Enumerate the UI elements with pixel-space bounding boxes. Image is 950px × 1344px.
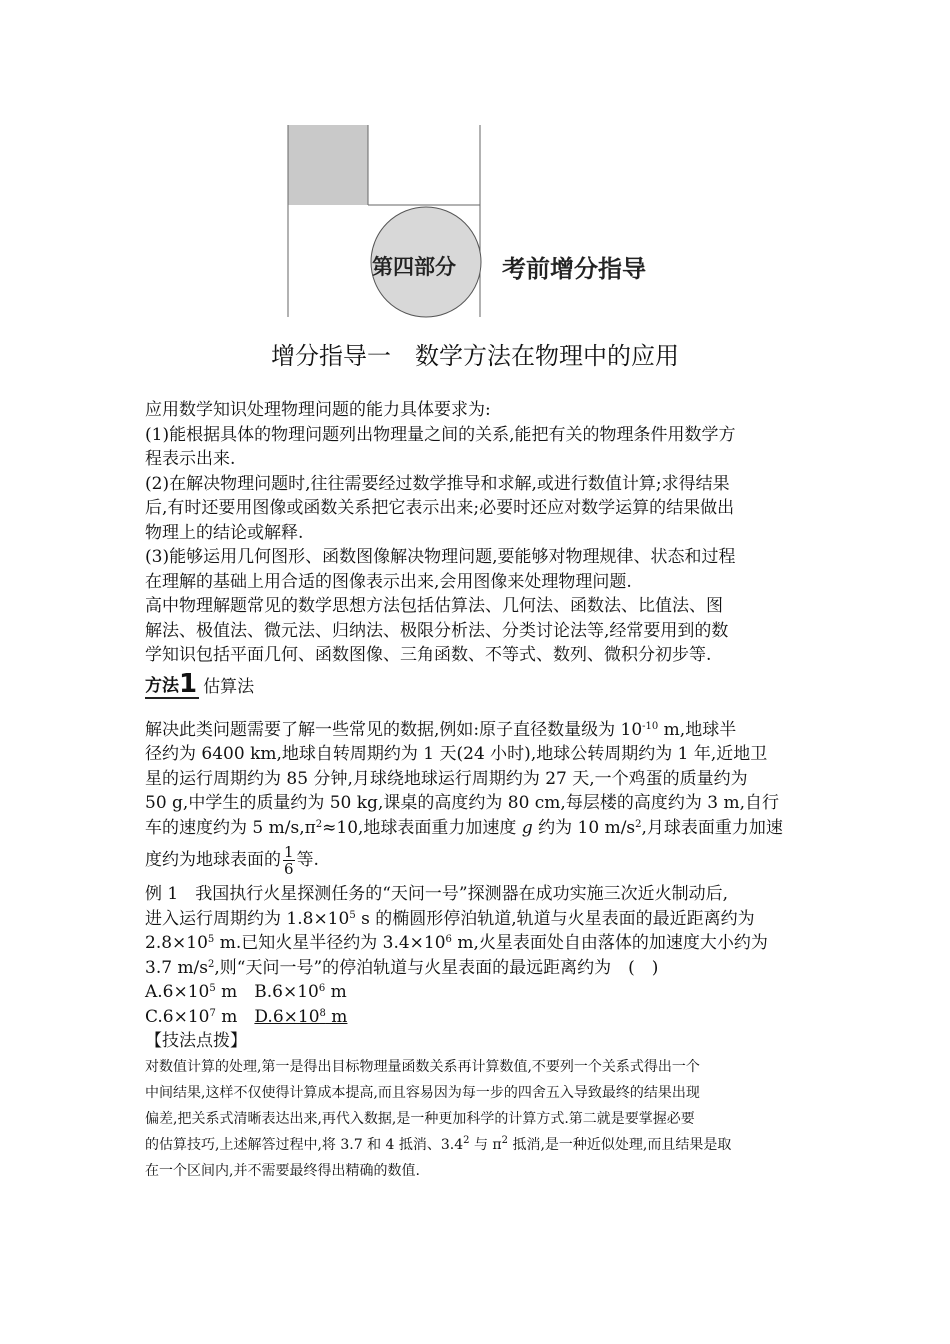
estimation-line1: 解决此类问题需要了解一些常见的数据,例如:原子直径数量级为 $10^{-10}$ m,地球半 — [145, 719, 737, 740]
estimation-line2: 径约为 6400 km,地球自转周期约为 1 天(24 小时),地球公转周期约为 1 年,近地卫 — [145, 744, 768, 764]
methods-line3: 学知识包括平面几何、函数图像、三角函数、不等式、数列、微积分初步等. — [145, 645, 712, 665]
tips-heading: 【技法点拨】 — [145, 1031, 247, 1051]
option-b: $B.6\times 10^6$ m — [254, 982, 347, 1002]
example-1-line2: 进入运行周期约为 $1.8\times 10^5$ s 的椭圆形停泊轨道,轨道与火星表面的最近距离约为 — [145, 908, 755, 929]
requirement-3-line1: (3)能够运用几何图形、函数图像解决物理问题,要能够对物理规律、状态和过程 — [145, 547, 736, 567]
part-number: 第四部分 — [372, 255, 456, 279]
one-sixth-fraction: $\frac{1}{6}$ — [284, 842, 294, 878]
method-name: 估算法 — [203, 677, 255, 697]
estimation-line4: 50 g,中学生的质量约为 50 kg,课桌的高度约为 80 cm,每层楼的高度约为 3 m,自行 — [145, 793, 779, 813]
methods-line1: 高中物理解题常见的数学思想方法包括估算法、几何法、函数法、比值法、图 — [145, 596, 723, 616]
method-1-heading — [145, 670, 810, 700]
requirement-2-line2: 后,有时还要用图像或函数关系把它表示出来;必要时还应对数学运算的结果做出 — [145, 498, 735, 518]
part-title: 考前增分指导 — [502, 255, 646, 283]
part-header-graphic — [0, 0, 950, 330]
tips-line2: 中间结果,这样不仅使得计算成本提高,而且容易因为每一步的四舍五入导致最终的结果出现 — [145, 1084, 700, 1101]
options-ab — [145, 980, 810, 1005]
requirement-2-line1: (2)在解决物理问题时,往往需要经过数学推导和求解,或进行数值计算;求得结果 — [145, 473, 730, 494]
example-1-line1: 例 1 我国执行火星探测任务的“天问一号”探测器在成功实施三次近火制动后, — [145, 884, 729, 904]
option-a: $A.6\times 10^5$ m — [145, 982, 238, 1002]
example-1-line3: $2.8\times 10^5$ m.已知火星半径约为 $3.4\times 10^6$ m,火星表面处自由落体的加速度大小约为 — [145, 933, 768, 953]
requirement-2-line3: 物理上的结论或解释. — [145, 522, 304, 543]
intro-lead: 应用数学知识处理物理问题的能力具体要求为: — [145, 400, 491, 420]
requirement-1-line2: 程表示出来. — [145, 449, 236, 469]
option-c: $C.6\times 10^7$ m — [145, 1006, 238, 1027]
tips-line1: 对数值计算的处理,第一是得出目标物理量函数关系再计算数值,不要列一个关系式得出一个 — [145, 1058, 700, 1075]
estimation-line3: 星的运行周期约为 85 分钟,月球绕地球运行周期约为 27 天,一个鸡蛋的质量约为 — [145, 768, 748, 789]
options-cd — [145, 1005, 810, 1030]
chapter-title: 增分指导一 数学方法在物理中的应用 — [271, 342, 679, 370]
methods-line2: 解法、极值法、微元法、归纳法、极限分析法、分类讨论法等,经常要用到的数 — [145, 620, 729, 641]
requirement-1-line1: (1)能根据具体的物理问题列出物理量之间的关系,能把有关的物理条件用数学方 — [145, 424, 736, 445]
method-badge: 方法 1 — [145, 668, 198, 699]
gray-square — [288, 125, 368, 205]
requirement-3-line2: 在理解的基础上用合适的图像表示出来,会用图像来处理物理问题. — [145, 571, 632, 592]
estimation-line6: 度约为地球表面的 $\frac{1}{6}$ 等. — [145, 842, 319, 878]
estimation-line5: 车的速度约为 5 $m/s,\pi^2\approx 10$,地球表面重力加速度 g 约为 10 $m/s^2$,月球表面重力加速 — [145, 817, 783, 838]
tips-line4: 的估算技巧,上述解答过程中,将 3.7 和 4 抵消、$3.4^2$ 与 $\pi^2$ 抵消,是一种近似处理,而且结果是取 — [145, 1134, 732, 1153]
example-1-line4: 3.7 $m/s^2$,则“天问一号”的停泊轨道与火星表面的最远距离约为 ( ) — [145, 957, 659, 978]
option-d: $D.6\times 10^8$ m — [254, 1006, 348, 1027]
document-body — [145, 398, 810, 1184]
tips-line5: 在一个区间内,并不需要最终得出精确的数值. — [145, 1162, 420, 1179]
tips-line3: 偏差,把关系式清晰表达出来,再代入数据,是一种更加科学的计算方式.第二就是要掌握必要 — [145, 1110, 695, 1127]
